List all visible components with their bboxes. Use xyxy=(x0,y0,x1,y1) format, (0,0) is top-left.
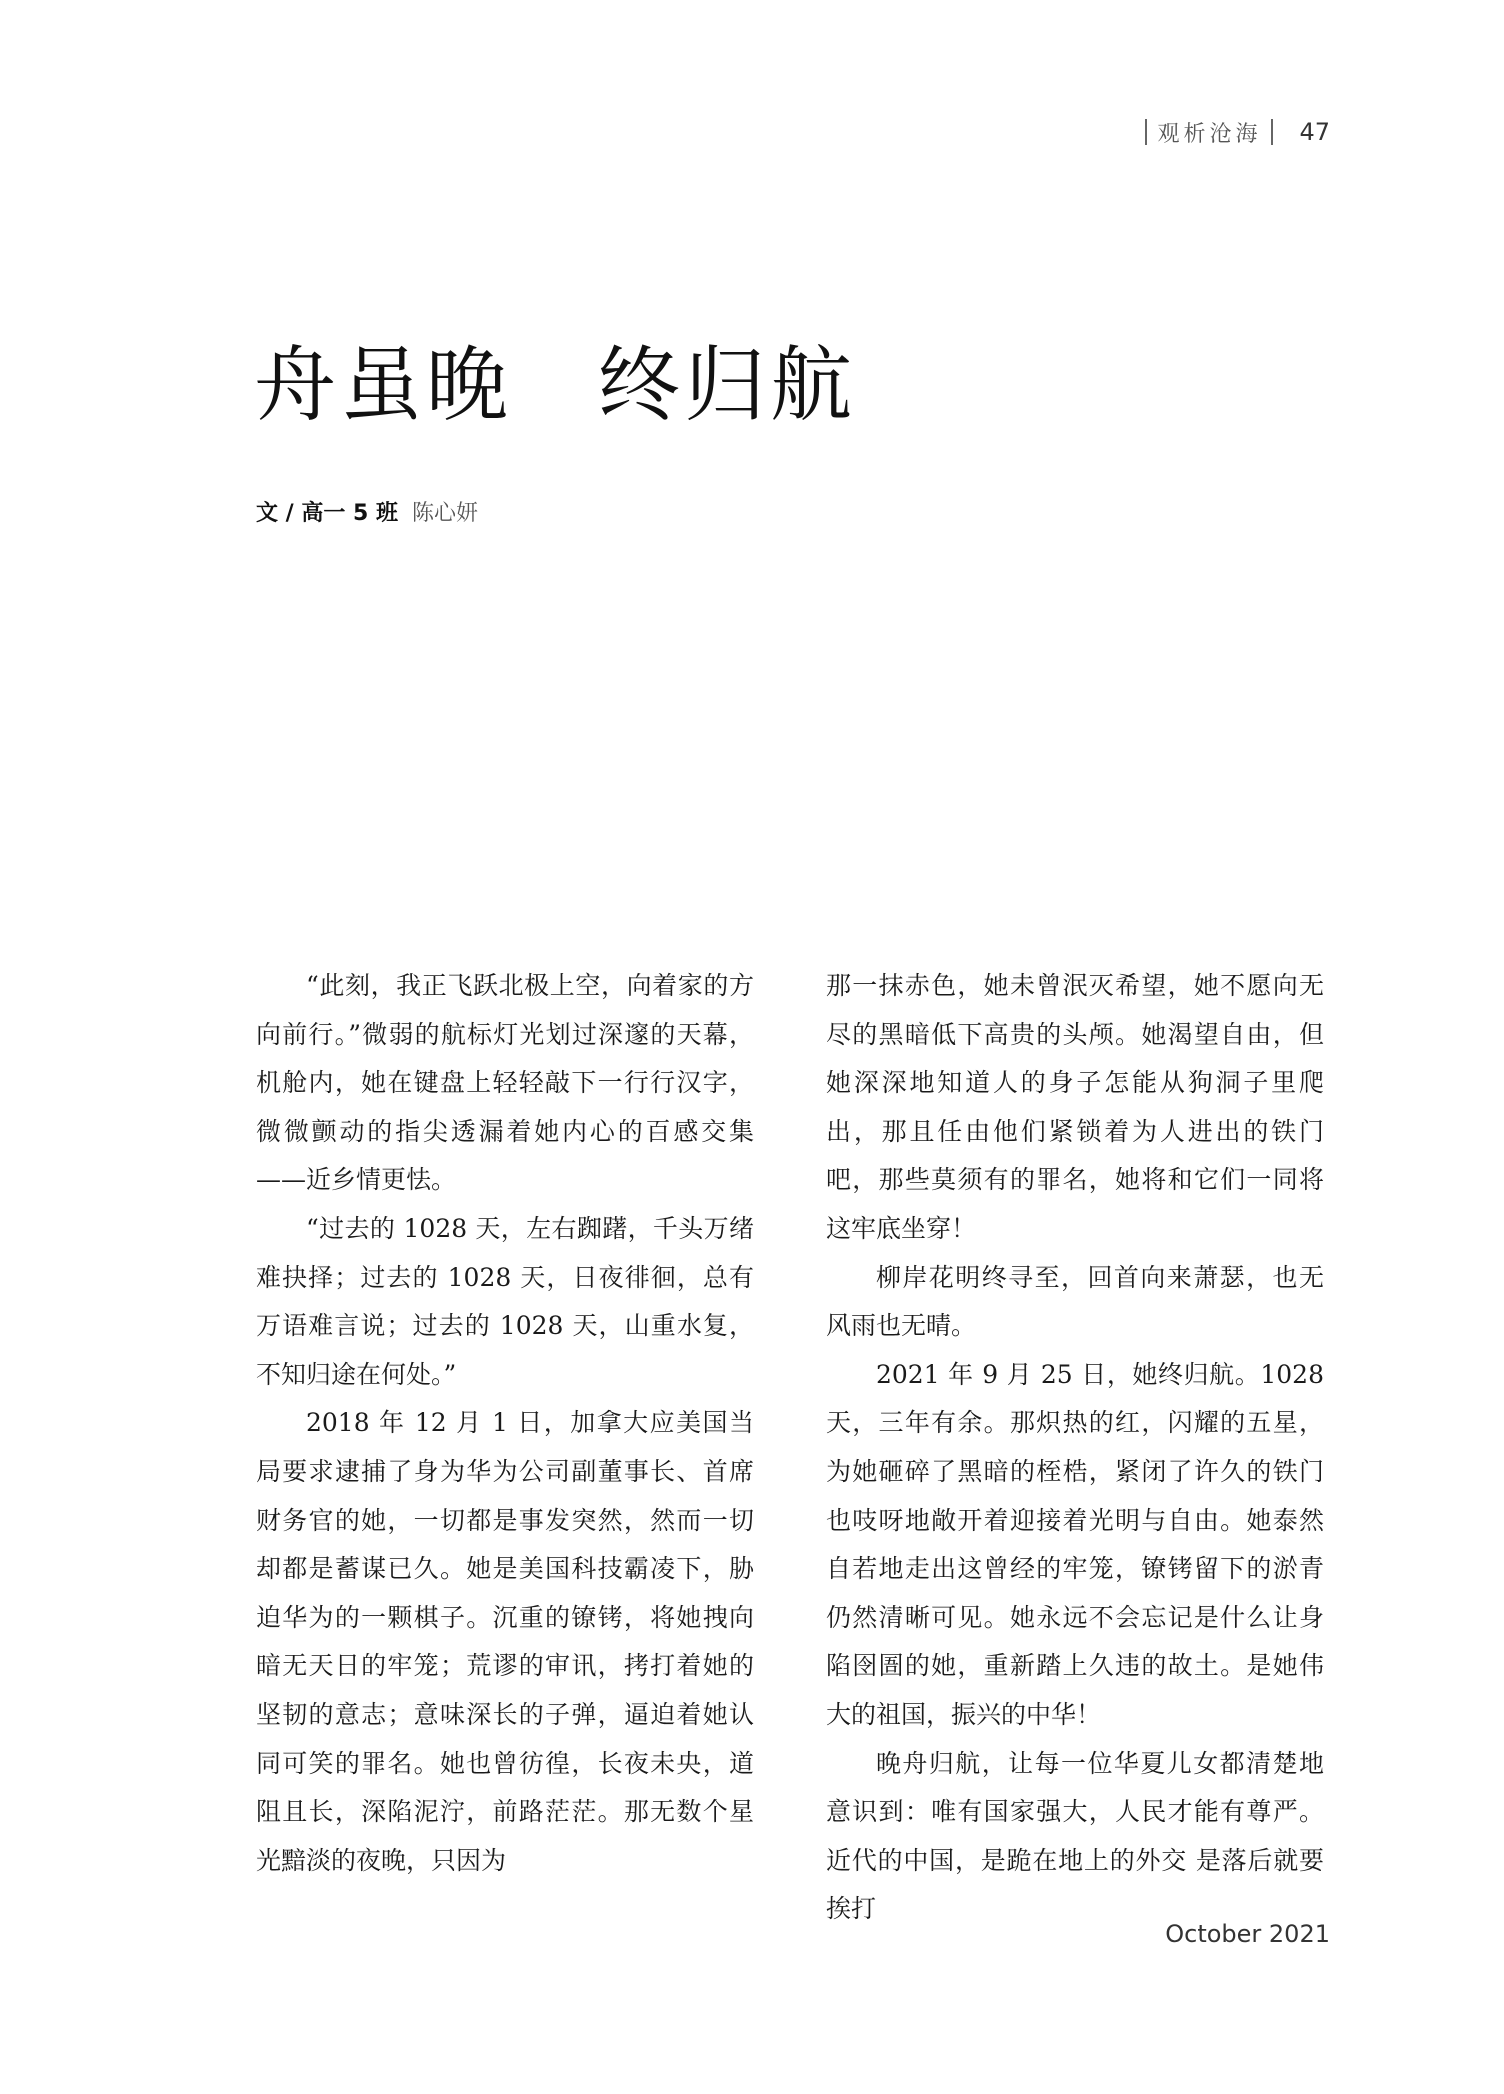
running-header xyxy=(1135,112,1330,152)
header-divider-left xyxy=(1145,119,1147,145)
body-column-left xyxy=(256,962,754,1885)
byline-author: 陈心妍 xyxy=(411,501,478,526)
paragraph: 2021 年 9 月 25 日，她终归航。1028 天，三年有余。那炽热的红，闪耀的五星，为她砸碎了黑暗的桎梏，紧闭了许久的铁门也吱呀地敞开着迎接着光明与自由。她泰然自若地走出这曾经的牢笼，镣铐留下的淤青仍然清晰可见。她永远不会忘记是什么让身陷囹圄的她，重新踏上久违的故土。是她伟大的祖国，振兴的中华！ xyxy=(826,1359,1324,1729)
body-column-right xyxy=(826,962,1324,1934)
paragraph: “此刻，我正飞跃北极上空，向着家的方向前行。”微弱的航标灯光划过深邃的天幕，机舱内，她在键盘上轻轻敲下一行行汉字，微微颤动的指尖透漏着她内心的百感交集——近乡情更怯。 xyxy=(256,971,754,1195)
paragraph: 柳岸花明终寻至，回首向来萧瑟，也无风雨也无晴。 xyxy=(826,1262,1324,1341)
paragraph-continued: 那一抹赤色，她未曾泯灭希望，她不愿向无尽的黑暗低下高贵的头颅。她渴望自由，但她深深地知道人的身子怎能从狗洞子里爬出，那且任由他们紧锁着为人进出的铁门吧，那些莫须有的罪名，她将和它们一同将这牢底坐穿！ xyxy=(826,971,1324,1243)
issue-date: October 2021 xyxy=(1165,1920,1330,1948)
paragraph: 2018 年 12 月 1 日，加拿大应美国当局要求逮捕了身为华为公司副董事长、首席财务官的她，一切都是事发突然，然而一切却都是蓄谋已久。她是美国科技霸凌下，胁迫华为的一颗棋子。沉重的镣铐，将她拽向暗无天日的牢笼；荒谬的审讯，拷打着她的坚韧的意志；意味深长的子弹，逼迫着她认同可笑的罪名。她也曾彷徨，长夜未央，道阻且长，深陷泥泞，前路茫茫。那无数个星光黯淡的夜晚，只因为 xyxy=(256,1408,754,1875)
article-title: 舟虽晚 终归航 xyxy=(254,338,857,433)
page-number: 47 xyxy=(1299,118,1330,146)
byline xyxy=(256,496,478,527)
header-divider-right xyxy=(1271,119,1273,145)
section-label: 观析沧海 xyxy=(1157,121,1262,147)
paragraph: 晚舟归航，让每一位华夏儿女都清楚地意识到：唯有国家强大，人民才能有尊严。近代的中国，是跪在地上的外交 是落后就要挨打 xyxy=(826,1748,1324,1924)
byline-class: 文 / 高一 5 班 xyxy=(256,501,398,526)
paragraph: “过去的 1028 天，左右踟躇，千头万绪难抉择；过去的 1028 天，日夜徘徊，总有万语难言说；过去的 1028 天，山重水复，不知归途在何处。” xyxy=(256,1213,754,1389)
